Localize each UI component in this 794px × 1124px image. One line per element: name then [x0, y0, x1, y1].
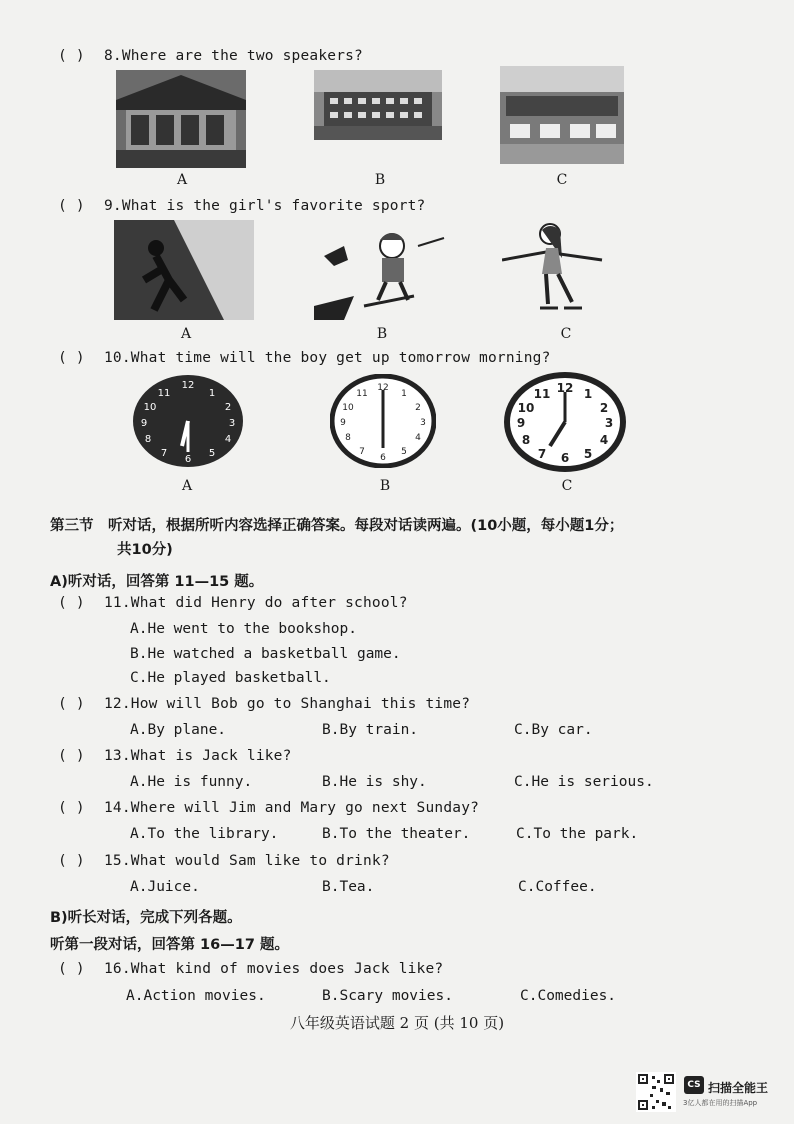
question-15: [58, 853, 390, 869]
option-c: C.He is serious.: [514, 774, 654, 790]
question-text: What time will the boy get up tomorrow morning?: [130, 350, 551, 366]
section-heading: 第三节 听对话，根据所听内容选择正确答案。每段对话读两遍。(10小题，每小题1分；: [50, 518, 624, 534]
question-10: [58, 350, 551, 366]
option-b: B.By train.: [322, 722, 419, 738]
svg-text:1: 1: [583, 387, 593, 401]
option-c: C.By car.: [514, 722, 593, 738]
question-text: Where are the two speakers?: [121, 48, 363, 64]
option-label: B: [376, 326, 388, 342]
option-a: A.To the library.: [130, 826, 279, 842]
climbing-photo-icon: [114, 220, 254, 320]
option-label: B: [374, 172, 386, 188]
school-building-photo-icon: [314, 70, 442, 140]
answer-paren[interactable]: ( ): [58, 961, 85, 977]
svg-text:5: 5: [401, 447, 407, 457]
question-text: What would Sam like to drink?: [130, 853, 390, 869]
svg-text:11: 11: [533, 387, 551, 401]
option-c: C.Coffee.: [518, 879, 597, 895]
option-b: B.To the theater.: [322, 826, 471, 842]
part-b-subheading: 听第一段对话，回答第 16—17 题。: [50, 937, 289, 953]
library-photo-icon: [116, 70, 246, 168]
svg-text:2: 2: [599, 401, 609, 415]
svg-text:3: 3: [228, 418, 236, 429]
option-c: C.He played basketball.: [130, 670, 331, 686]
qr-code-icon: [636, 1072, 676, 1112]
option-c: C.To the park.: [516, 826, 639, 842]
clock-600-icon: [330, 374, 436, 468]
option-a: A.He went to the bookshop.: [130, 621, 357, 637]
answer-paren[interactable]: ( ): [58, 48, 85, 64]
question-text: What did Henry do after school?: [130, 595, 408, 611]
restaurant-photo-icon: [500, 66, 624, 164]
brand-tagline: 3亿人都在用的扫描App: [683, 1099, 758, 1107]
question-text: What is the girl's favorite sport?: [121, 198, 426, 214]
option-b: B.Tea.: [322, 879, 375, 895]
option-b: B.He is shy.: [322, 774, 427, 790]
svg-text:9: 9: [140, 418, 148, 429]
question-14: [58, 800, 479, 816]
option-label: A: [181, 478, 193, 494]
svg-text:8: 8: [144, 434, 152, 445]
option-b: B.Scary movies.: [322, 988, 453, 1004]
answer-paren[interactable]: ( ): [58, 595, 85, 611]
answer-paren[interactable]: ( ): [58, 696, 85, 712]
question-number: 8.: [104, 48, 122, 64]
question-number: 16.: [104, 961, 131, 977]
option-label: A: [180, 326, 192, 342]
svg-text:11: 11: [157, 388, 171, 399]
camscanner-logo-icon: CS: [684, 1076, 704, 1094]
answer-paren[interactable]: ( ): [58, 748, 85, 764]
question-text: How will Bob go to Shanghai this time?: [130, 696, 471, 712]
option-label: B: [379, 478, 391, 494]
svg-text:8: 8: [521, 433, 531, 447]
question-text: What is Jack like?: [130, 748, 292, 764]
page-footer: 八年级英语试题 2 页 (共 10 页): [289, 1014, 505, 1032]
skating-drawing-icon: [502, 218, 622, 320]
svg-text:6: 6: [380, 453, 386, 463]
svg-text:8: 8: [345, 433, 351, 443]
question-text: Where will Jim and Mary go next Sunday?: [130, 800, 480, 816]
svg-text:9: 9: [340, 418, 346, 428]
skiing-drawing-icon: [314, 216, 450, 320]
svg-text:7: 7: [160, 448, 168, 459]
svg-text:6: 6: [560, 451, 570, 465]
question-11: [58, 595, 408, 611]
svg-text:7: 7: [537, 447, 547, 461]
part-a-heading: A)听对话，回答第 11—15 题。: [50, 574, 264, 590]
svg-text:1: 1: [401, 389, 407, 399]
brand-name: 扫描全能王: [708, 1081, 769, 1095]
svg-text:7: 7: [359, 447, 365, 457]
option-a: A.By plane.: [130, 722, 227, 738]
part-b-heading: B)听长对话，完成下列各题。: [50, 910, 242, 926]
svg-text:1: 1: [208, 388, 216, 399]
question-16: [58, 961, 443, 977]
clock-630-icon: [132, 374, 244, 468]
svg-text:10: 10: [517, 401, 535, 415]
svg-text:4: 4: [415, 433, 421, 443]
answer-paren[interactable]: ( ): [58, 350, 85, 366]
question-12: [58, 696, 470, 712]
svg-text:9: 9: [516, 416, 526, 430]
svg-text:12: 12: [556, 381, 574, 395]
svg-text:11: 11: [356, 389, 368, 399]
question-number: 10.: [104, 350, 131, 366]
option-a: A.He is funny.: [130, 774, 253, 790]
option-label: C: [561, 478, 573, 494]
clock-700-icon: [504, 372, 626, 472]
svg-text:3: 3: [604, 416, 614, 430]
option-label: C: [560, 326, 572, 342]
question-13: [58, 748, 292, 764]
option-a: A.Juice.: [130, 879, 200, 895]
question-number: 13.: [104, 748, 131, 764]
svg-text:12: 12: [181, 380, 195, 391]
question-number: 9.: [104, 198, 122, 214]
svg-text:12: 12: [377, 383, 389, 393]
question-8: [58, 48, 363, 64]
question-number: 14.: [104, 800, 131, 816]
question-number: 12.: [104, 696, 131, 712]
answer-paren[interactable]: ( ): [58, 198, 85, 214]
question-number: 15.: [104, 853, 131, 869]
question-number: 11.: [104, 595, 131, 611]
svg-text:10: 10: [342, 403, 354, 413]
svg-text:5: 5: [583, 447, 593, 461]
svg-text:4: 4: [224, 434, 232, 445]
svg-text:2: 2: [224, 402, 232, 413]
svg-text:5: 5: [208, 448, 216, 459]
question-9: [58, 198, 426, 214]
svg-text:10: 10: [143, 402, 157, 413]
option-c: C.Comedies.: [520, 988, 617, 1004]
section-heading-cont: 共10分): [117, 542, 173, 558]
answer-paren[interactable]: ( ): [58, 853, 85, 869]
option-b: B.He watched a basketball game.: [130, 646, 401, 662]
question-text: What kind of movies does Jack like?: [130, 961, 444, 977]
answer-paren[interactable]: ( ): [58, 800, 85, 816]
option-label: A: [176, 172, 188, 188]
option-label: C: [556, 172, 568, 188]
svg-text:4: 4: [599, 433, 609, 447]
svg-text:6: 6: [184, 454, 192, 465]
option-a: A.Action movies.: [126, 988, 266, 1004]
svg-text:3: 3: [420, 418, 426, 428]
svg-text:2: 2: [415, 403, 421, 413]
